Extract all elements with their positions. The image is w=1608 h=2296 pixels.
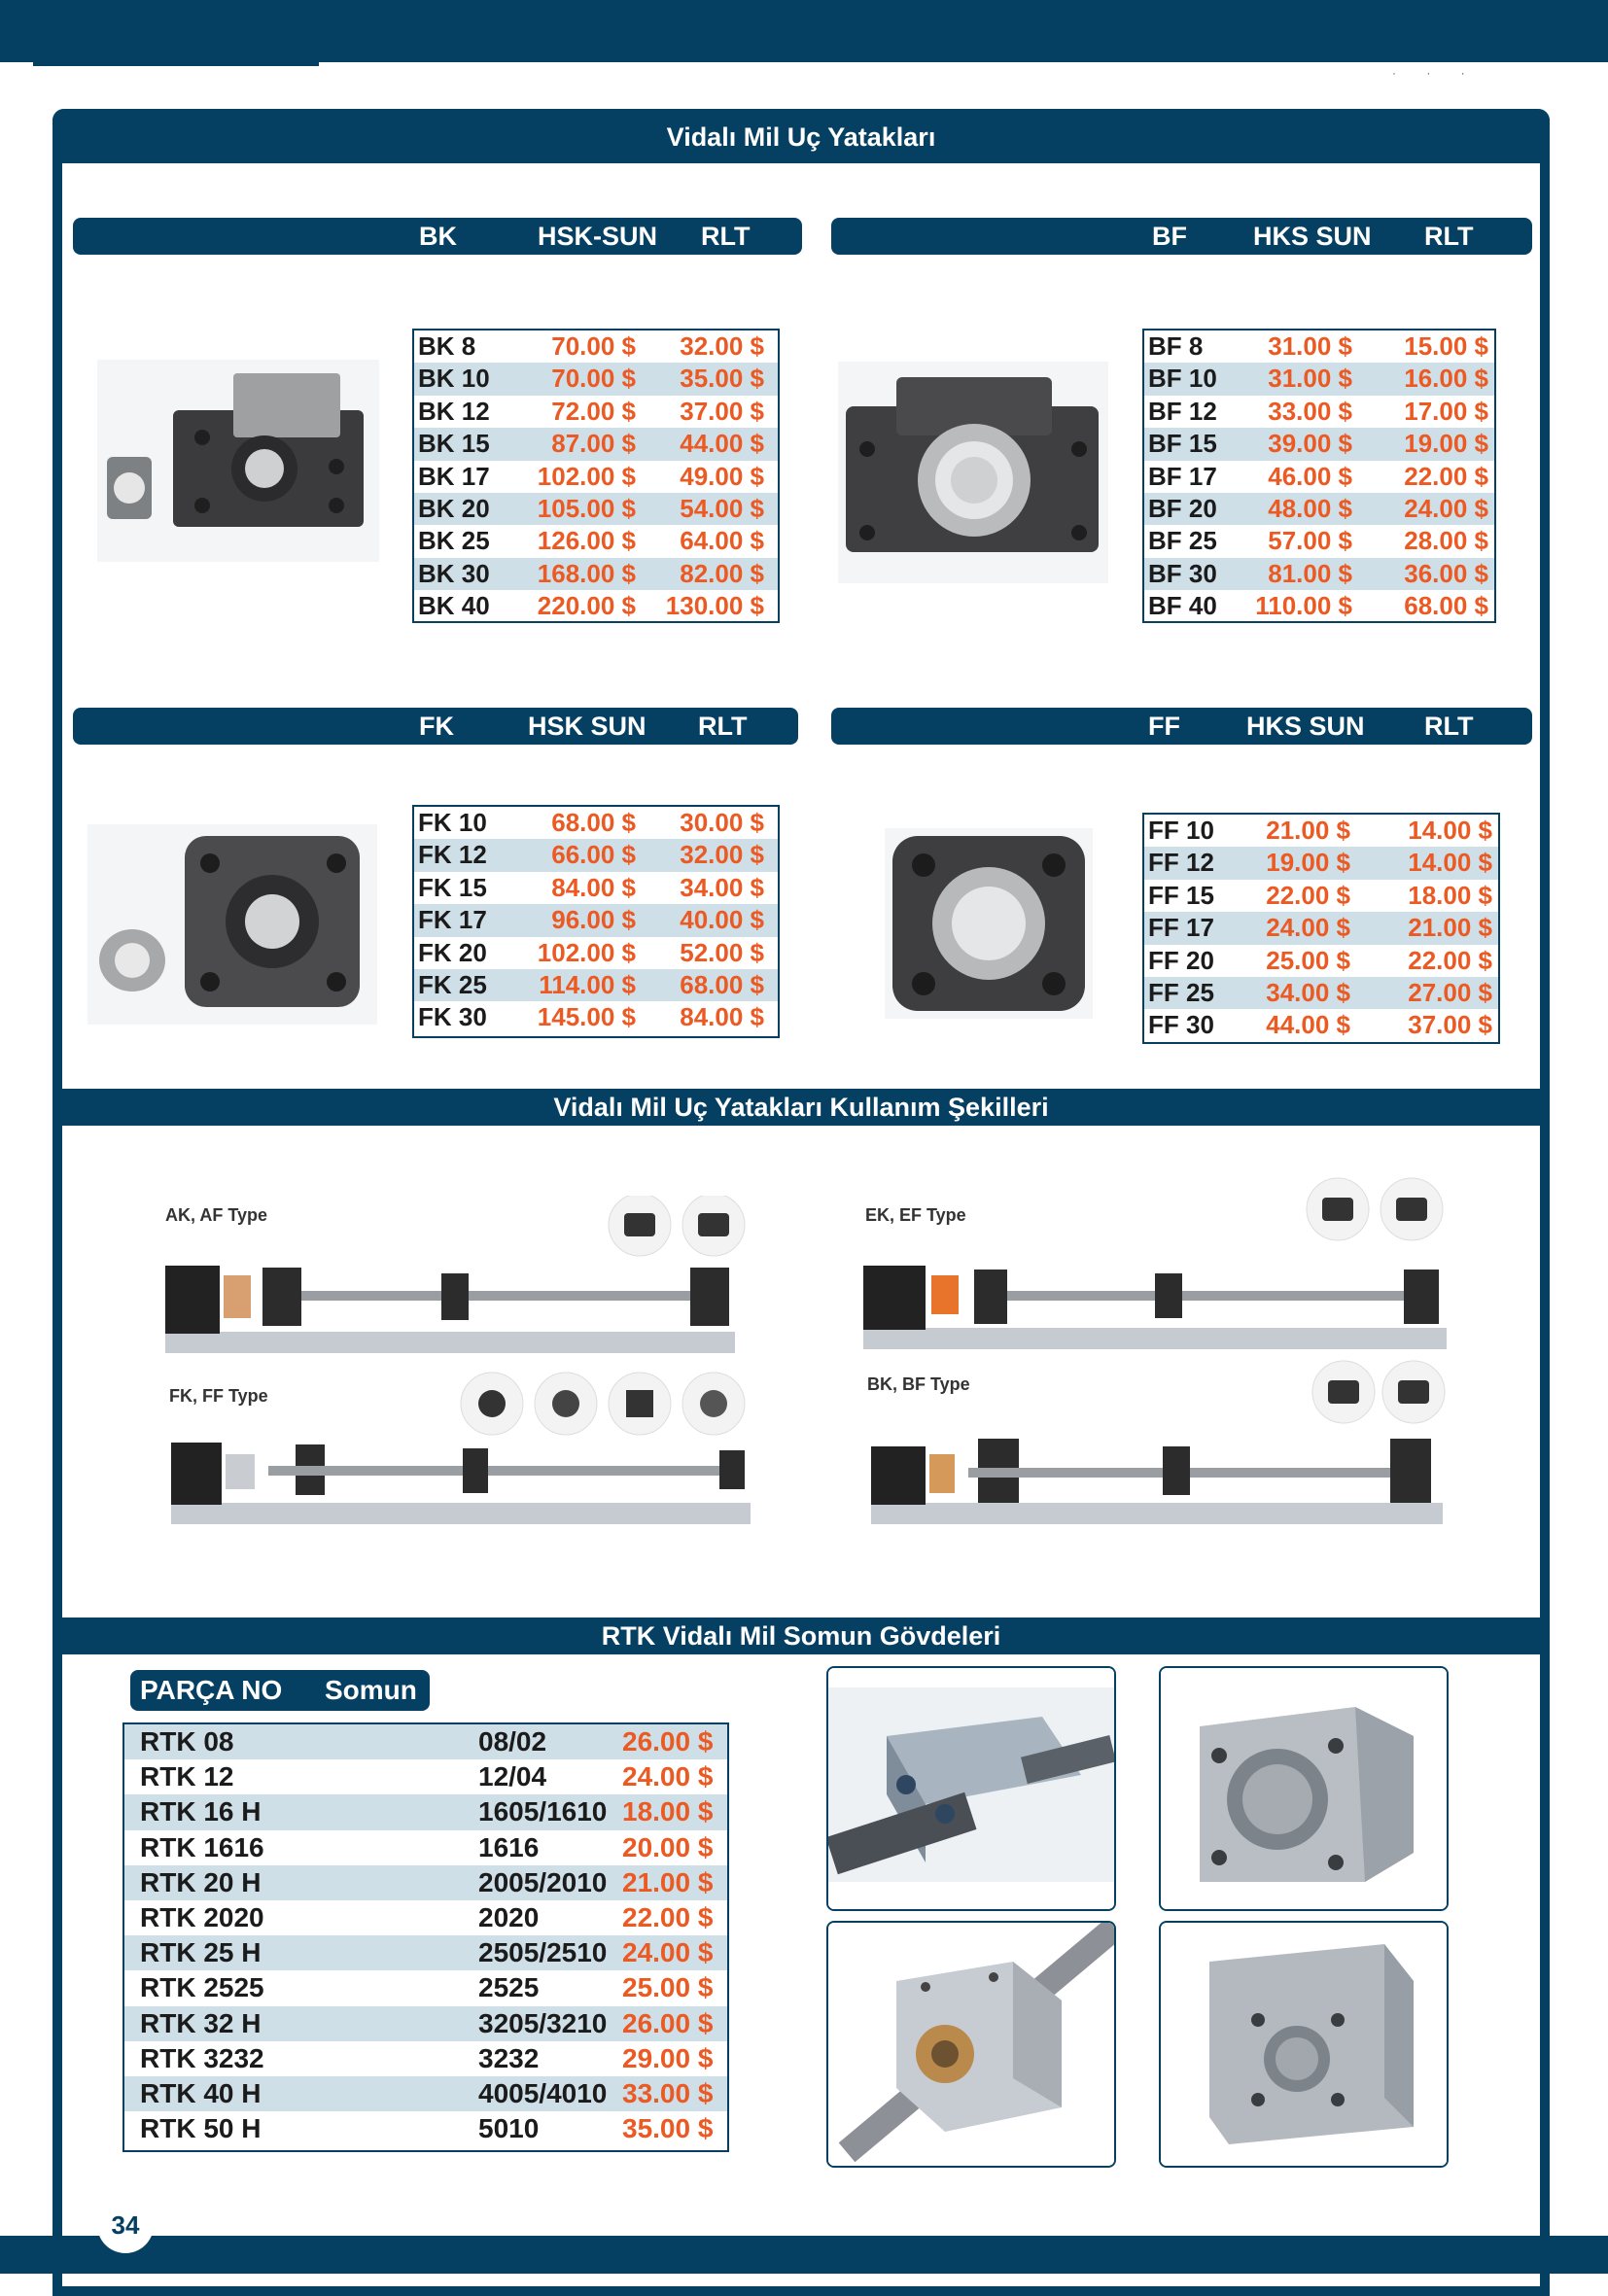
usage-label-ek-ef: EK, EF Type xyxy=(865,1205,966,1225)
usage-fk-ff-diagram xyxy=(171,1369,764,1540)
table-row: BK 12 72.00 $ 37.00 $ xyxy=(418,396,764,426)
table-row: RTK 1616 1616 20.00 $ xyxy=(140,1831,714,1862)
bf-header-bar xyxy=(831,218,1532,255)
rtk-col-part-no: PARÇA NO xyxy=(140,1675,283,1705)
section-title-end-bearings: Vidalı Mil Uç Yatakları xyxy=(52,109,1550,163)
table-row: FF 20 25.00 $ 22.00 $ xyxy=(1148,945,1492,975)
table-row: BK 25 126.00 $ 64.00 $ xyxy=(418,526,764,556)
fk-bearing-illustration xyxy=(87,824,377,1025)
table-row: RTK 2020 2020 22.00 $ xyxy=(140,1901,714,1932)
table-row: FK 25 114.00 $ 68.00 $ xyxy=(414,969,778,1001)
page-number: 34 xyxy=(97,2197,154,2253)
table-row: FF 30 44.00 $ 37.00 $ xyxy=(1148,1010,1492,1040)
table-row: BF 20 48.00 $ 24.00 $ xyxy=(1144,493,1494,525)
bk-col-rlt: RLT xyxy=(701,222,751,251)
table-row: BF 17 46.00 $ 22.00 $ xyxy=(1148,461,1488,491)
table-row: FK 20 102.00 $ 52.00 $ xyxy=(418,937,764,967)
table-row: FF 25 34.00 $ 27.00 $ xyxy=(1144,977,1498,1009)
usage-bk-bf-diagram xyxy=(871,1357,1454,1538)
table-row: BK 10 70.00 $ 35.00 $ xyxy=(414,363,778,395)
table-row: FK 12 66.00 $ 32.00 $ xyxy=(414,839,778,871)
table-row: RTK 2525 2525 25.00 $ xyxy=(140,1972,714,2003)
fk-col-model: FK xyxy=(419,712,454,741)
table-row: FF 12 19.00 $ 14.00 $ xyxy=(1144,847,1498,879)
table-row: RTK 25 H 2505/2510 24.00 $ xyxy=(124,1935,727,1970)
header-dots: · · · xyxy=(1392,66,1479,80)
table-row: BK 8 70.00 $ 32.00 $ xyxy=(418,331,764,361)
bf-col-model: BF xyxy=(1152,222,1187,251)
bk-col-hsk: HSK-SUN xyxy=(538,222,658,251)
table-row: FF 10 21.00 $ 14.00 $ xyxy=(1148,816,1492,845)
bottom-bar xyxy=(0,2236,1608,2274)
table-row: RTK 32 H 3205/3210 26.00 $ xyxy=(124,2006,727,2041)
section-title-usage: Vidalı Mil Uç Yatakları Kullanım Şekilleri xyxy=(52,1089,1550,1126)
bf-col-hks: HKS SUN xyxy=(1253,222,1372,251)
rtk-col-nut: Somun xyxy=(325,1675,417,1705)
table-row: FF 17 24.00 $ 21.00 $ xyxy=(1144,912,1498,944)
table-row: BK 17 102.00 $ 49.00 $ xyxy=(418,461,764,491)
table-row: FK 15 84.00 $ 34.00 $ xyxy=(418,872,764,902)
bf-price-table xyxy=(1142,329,1496,623)
usage-label-ak-af: AK, AF Type xyxy=(165,1205,268,1225)
table-row: FF 15 22.00 $ 18.00 $ xyxy=(1148,880,1492,910)
table-row: RTK 3232 3232 29.00 $ xyxy=(140,2042,714,2073)
table-row: RTK 50 H 5010 35.00 $ xyxy=(140,2113,714,2144)
ff-price-table xyxy=(1142,813,1500,1044)
rtk-photo-4 xyxy=(1159,1921,1449,2168)
rtk-trapezoidal-housing-illustration xyxy=(828,1923,1114,2166)
fk-col-hsk: HSK SUN xyxy=(528,712,647,741)
rtk-header-bar xyxy=(130,1670,430,1711)
rtk-photo-1 xyxy=(826,1666,1116,1911)
top-bar xyxy=(0,0,1608,62)
table-row: BK 40 220.00 $ 130.00 $ xyxy=(418,591,764,621)
table-row: RTK 08 08/02 26.00 $ xyxy=(124,1724,727,1759)
table-row: BK 20 105.00 $ 54.00 $ xyxy=(414,493,778,525)
ff-col-model: FF xyxy=(1148,712,1180,741)
ff-header-bar xyxy=(831,708,1532,745)
ff-bearing-photo xyxy=(885,828,1093,1019)
rtk-square-housing-illustration xyxy=(1161,1923,1447,2166)
fk-header-bar xyxy=(73,708,798,745)
table-row: BF 12 33.00 $ 17.00 $ xyxy=(1148,396,1488,426)
fk-col-rlt: RLT xyxy=(698,712,748,741)
fk-bearing-photo xyxy=(87,824,377,1025)
bk-price-table xyxy=(412,329,780,623)
table-row: RTK 20 H 2005/2010 21.00 $ xyxy=(124,1865,727,1900)
table-row: FK 17 96.00 $ 40.00 $ xyxy=(414,904,778,936)
bk-bearing-photo xyxy=(97,360,379,562)
table-row: BF 10 31.00 $ 16.00 $ xyxy=(1144,363,1494,395)
table-row: BF 8 31.00 $ 15.00 $ xyxy=(1148,331,1488,361)
bk-header-bar xyxy=(73,218,802,255)
rtk-price-table xyxy=(122,1722,729,2152)
bk-bearing-illustration xyxy=(97,360,379,562)
rtk-block-housing-illustration xyxy=(1161,1668,1447,1909)
bk-col-model: BK xyxy=(419,222,457,251)
ff-col-hks: HKS SUN xyxy=(1246,712,1365,741)
table-row: RTK 12 12/04 24.00 $ xyxy=(140,1761,714,1792)
table-row: BF 15 39.00 $ 19.00 $ xyxy=(1144,428,1494,460)
rtk-photo-3 xyxy=(826,1921,1116,2168)
table-row: BK 15 87.00 $ 44.00 $ xyxy=(414,428,778,460)
usage-ek-ef-diagram xyxy=(863,1176,1456,1361)
table-row: BF 40 110.00 $ 68.00 $ xyxy=(1148,591,1488,621)
ff-col-rlt: RLT xyxy=(1424,712,1474,741)
rtk-ballscrew-housing-illustration xyxy=(828,1668,1114,1909)
usage-label-bk-bf: BK, BF Type xyxy=(867,1374,970,1394)
bf-col-rlt: RLT xyxy=(1424,222,1474,251)
rtk-photo-2 xyxy=(1159,1666,1449,1911)
usage-label-fk-ff: FK, FF Type xyxy=(169,1386,268,1406)
table-row: BF 25 57.00 $ 28.00 $ xyxy=(1148,526,1488,556)
table-row: FK 30 145.00 $ 84.00 $ xyxy=(418,1002,764,1032)
ff-bearing-illustration xyxy=(885,828,1093,1019)
section-title-rtk: RTK Vidalı Mil Somun Gövdeleri xyxy=(52,1618,1550,1654)
top-bar-accent xyxy=(33,62,319,66)
table-row: BF 30 81.00 $ 36.00 $ xyxy=(1144,558,1494,590)
table-row: BK 30 168.00 $ 82.00 $ xyxy=(414,558,778,590)
usage-ak-af-diagram xyxy=(165,1196,758,1367)
table-row: RTK 16 H 1605/1610 18.00 $ xyxy=(124,1794,727,1829)
bf-bearing-illustration xyxy=(838,362,1108,583)
fk-price-table xyxy=(412,805,780,1038)
table-row: RTK 40 H 4005/4010 33.00 $ xyxy=(124,2076,727,2111)
table-row: FK 10 68.00 $ 30.00 $ xyxy=(418,808,764,837)
bf-bearing-photo xyxy=(838,362,1108,583)
